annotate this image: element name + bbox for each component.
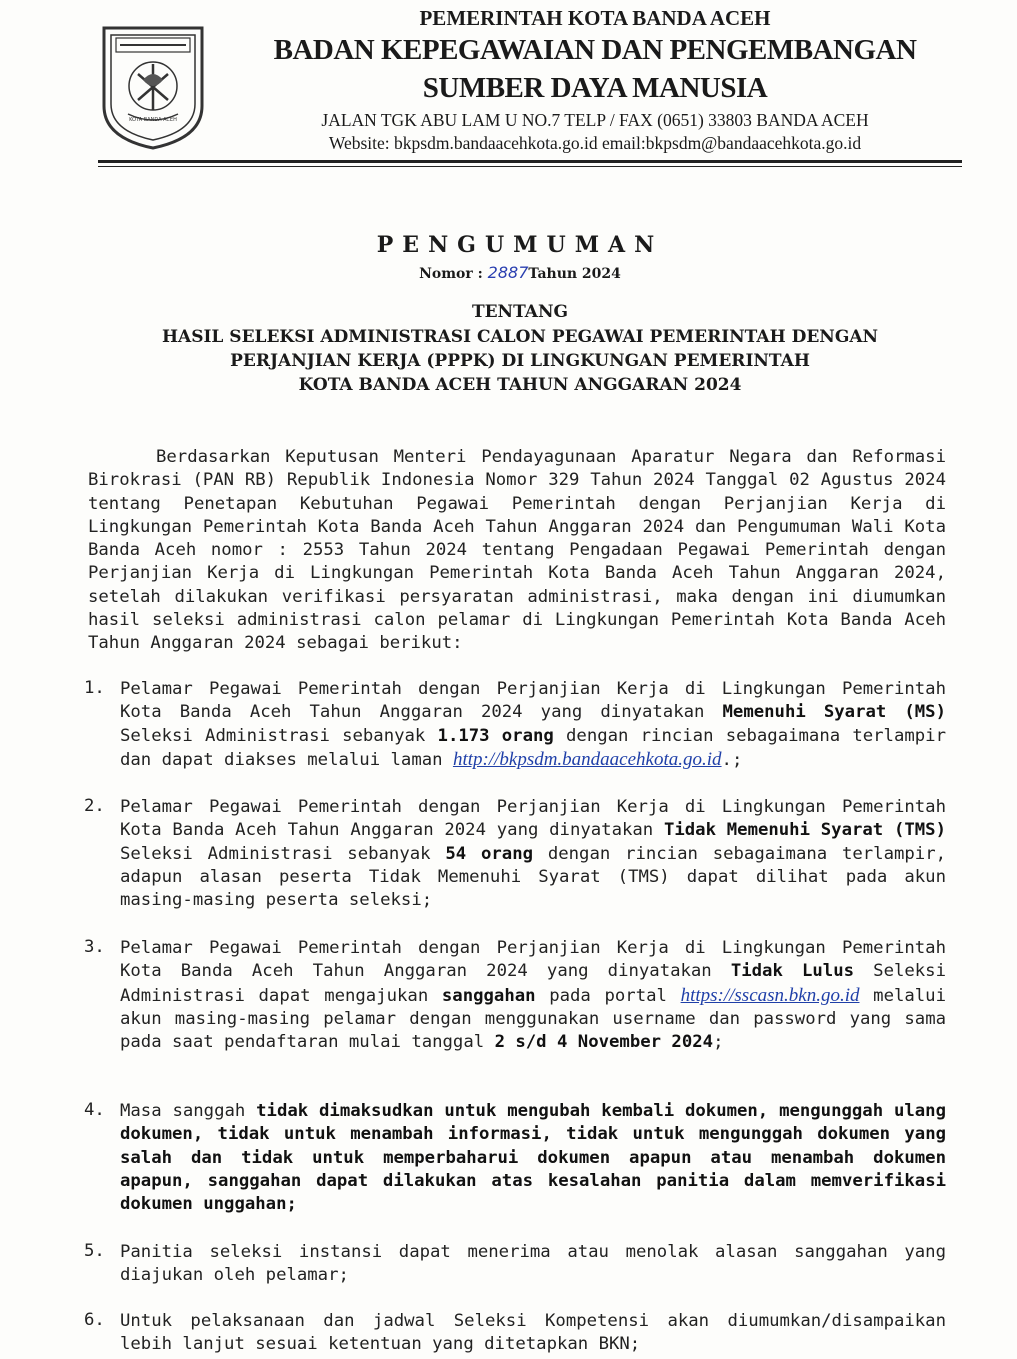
item-number: 1. [84,678,105,698]
announcement-number [90,263,950,282]
agency-name-line2: SUMBER DAYA MANUSIA [422,72,768,104]
subject-line-3: KOTA BANDA ACEH TAHUN ANGGARAN 2024 [298,375,742,395]
item-number: 3. [84,937,105,957]
subject-line-1: HASIL SELEKSI ADMINISTRASI CALON PEGAWAI PEMERINTAH DENGAN [161,327,879,347]
nomor-label: Nomor : [419,266,488,282]
list-item: Pelamar Pegawai Pemerintah dengan Perjanjian Kerja di Lingkungan Pemerintah Kota Banda Aceh Tahun Anggaran 2024 yang dinyatakan Memenuhi Syarat (MS) Seleksi Administrasi sebanyak 1.173 orang dengan rincian sebagaimana terlampir dan dapat diakses melalui laman http://bkpsdm.bandaacehkota.go.id.; [120,679,946,770]
item-number: 6. [84,1310,105,1330]
nomor-handwritten-value: 2887 [487,263,529,282]
list-item: Pelamar Pegawai Pemerintah dengan Perjanjian Kerja di Lingkungan Pemerintah Kota Banda Aceh Tahun Anggaran 2024 yang dinyatakan Tidak Memenuhi Syarat (TMS) Seleksi Administrasi sebanyak 54 orang dengan rincian sebagaimana terlampir, adapun alasan peserta Tidak Memenuhi Syarat (TMS) dapat dilihat pada akun masing-masing peserta seleksi; [120,797,947,911]
list-item: Masa sanggah tidak dimaksudkan untuk mengubah kembali dokumen, mengunggah ulang dokumen, tidak untuk menambah informasi, tidak untuk mengunggah dokumen yang salah dan tidak untuk memperbaharui dokumen apapun atau menambah dokumen apapun, sanggahan dapat dilakukan atas kesalahan panitia dalam memverifikasi dokumen unggahan; [120,1101,946,1215]
tentang-label: TENTANG [471,302,569,322]
item-number: 4. [84,1100,105,1120]
nomor-year: Tahun 2024 [528,266,621,282]
list-item: Panitia seleksi instansi dapat menerima atau menolak alasan sanggahan yang diajukan oleh pelamar; [120,1242,946,1286]
government-name: PEMERINTAH KOTA BANDA ACEH [419,6,771,30]
subject-line-2: PERJANJIAN KERJA (PPPK) DI LINGKUNGAN PEMERINTAH [230,351,810,371]
item-number: 5. [84,1241,105,1261]
logo-text: KOTA BANDA ACEH [129,117,177,123]
agency-address: JALAN TGK ABU LAM U NO.7 TELP / FAX (0651) 33803 BANDA ACEH [321,110,869,130]
letterhead-rule-thick [98,160,962,163]
intro-paragraph: Berdasarkan Keputusan Menteri Pendayagunaan Aparatur Negara dan Reformasi Birokrasi (PAN RB) Republik Indonesia Nomor 329 Tahun 2024 Tanggal 02 Agustus 2024 tentang Penetapan Kebutuhan Pegawai Pemerintah dengan Perjanjian Kerja di Lingkungan Pemerintah Kota Banda Aceh Tahun Anggaran 2024 dan Pengumuman Wali Kota Banda Aceh nomor : 2553 Tahun 2024 tentang Pengadaan Pegawai Pemerintah dengan Perjanjian Kerja di Lingkungan Pemerintah Kota Banda Aceh Tahun Anggaran 2024, setelah dilakukan verifikasi persyaratan administrasi, maka dengan ini diumumkan hasil seleksi administrasi calon pelamar di Lingkungan Pemerintah Kota Banda Aceh Tahun Anggaran 2024 sebagai berikut: [88,447,946,654]
sscasn-portal-link[interactable]: https://sscasn.bkn.go.id [680,984,860,1006]
list-item: Pelamar Pegawai Pemerintah dengan Perjanjian Kerja di Lingkungan Pemerintah Kota Banda Aceh Tahun Anggaran 2024 yang dinyatakan Tidak Lulus Seleksi Administrasi dapat mengajukan sanggahan pada portal https://sscasn.bkn.go.id melalui akun masing-masing pelamar dengan menggunakan username dan password yang sama pada saat pendaftaran mulai tanggal 2 s/d 4 November 2024; [120,938,946,1053]
letterhead-rule-thin [98,166,962,167]
bkpsdm-website-link[interactable]: http://bkpsdm.bandaacehkota.go.id [452,748,722,770]
item-number: 2. [84,796,105,816]
list-item: Untuk pelaksanaan dan jadwal Seleksi Kompetensi akan diumumkan/disampaikan lebih lanjut sesuai ketentuan yang ditetapkan BKN; [120,1311,946,1355]
agency-name-line1: BADAN KEPEGAWAIAN DAN PENGEMBANGAN [273,34,917,66]
agency-website-email: Website: bkpsdm.bandaacehkota.go.id email:bkpsdm@bandaacehkota.go.id [328,133,862,153]
announcement-title: PENGUMUMAN [376,232,664,258]
city-emblem-logo [98,18,208,150]
